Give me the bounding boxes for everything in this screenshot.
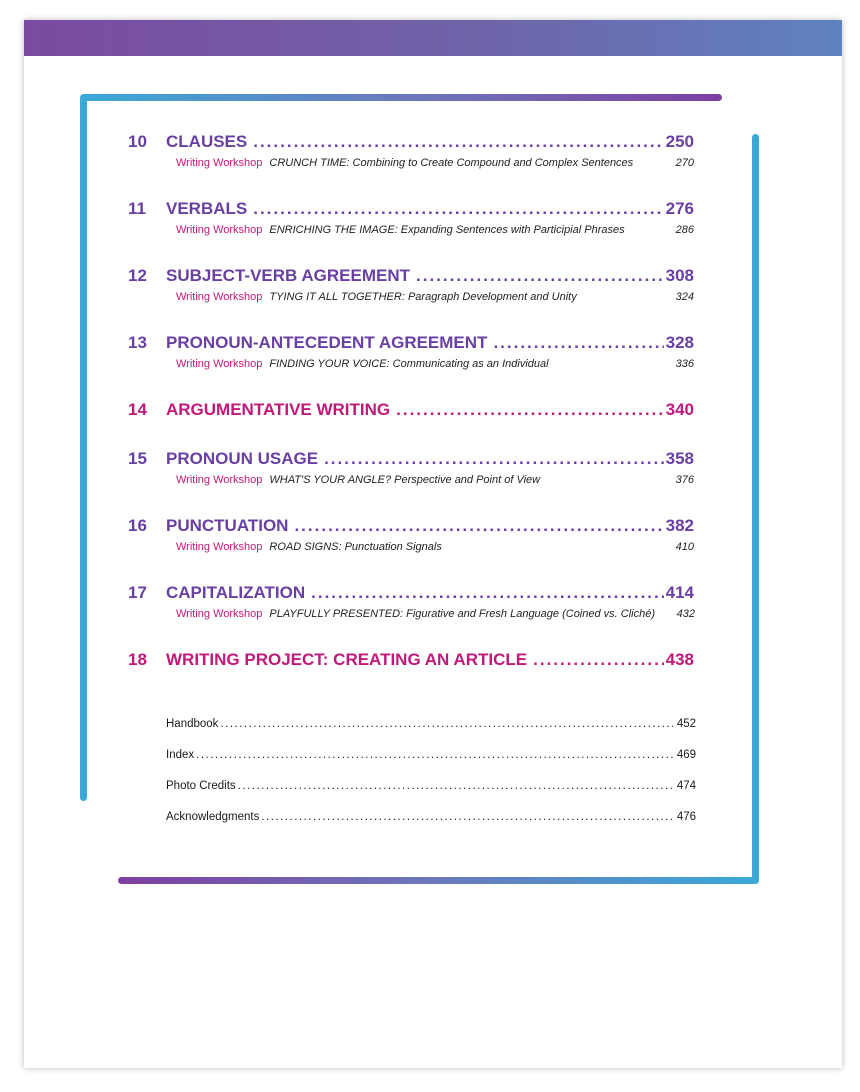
back-matter-label: Handbook bbox=[166, 718, 219, 730]
chapter-title: PRONOUN USAGE bbox=[166, 449, 319, 468]
table-of-contents bbox=[128, 132, 694, 699]
chapter-heading[interactable] bbox=[128, 266, 694, 288]
workshop-label: Writing Workshop bbox=[176, 608, 263, 620]
dot-leader bbox=[253, 199, 663, 219]
chapter-title: ARGUMENTATIVE WRITING bbox=[166, 400, 391, 419]
workshop-label: Writing Workshop bbox=[176, 358, 263, 370]
chapter-title: CLAUSES bbox=[166, 132, 248, 151]
writing-workshop-entry[interactable] bbox=[128, 608, 694, 624]
chapter-page-number: 328 bbox=[665, 333, 694, 352]
chapter-number: 14 bbox=[128, 400, 147, 419]
workshop-title: WHAT'S YOUR ANGLE? Perspective and Point of View bbox=[269, 474, 541, 486]
workshop-label: Writing Workshop bbox=[176, 157, 263, 169]
chapter-entry bbox=[128, 333, 694, 374]
chapter-heading[interactable] bbox=[128, 449, 694, 471]
chapter-page-number: 250 bbox=[665, 132, 694, 151]
back-matter-page-number: 474 bbox=[676, 780, 696, 792]
back-matter-entry[interactable] bbox=[166, 749, 696, 780]
dot-leader bbox=[416, 266, 664, 286]
back-matter-label: Acknowledgments bbox=[166, 811, 260, 823]
workshop-title: FINDING YOUR VOICE: Communicating as an Individual bbox=[269, 358, 549, 370]
chapter-heading[interactable] bbox=[128, 516, 694, 538]
chapter-number: 13 bbox=[128, 333, 147, 352]
back-matter-entry[interactable] bbox=[166, 811, 696, 842]
writing-workshop-entry[interactable] bbox=[128, 224, 694, 240]
workshop-page-number: 376 bbox=[675, 474, 694, 486]
writing-workshop-entry[interactable] bbox=[128, 358, 694, 374]
chapter-entry bbox=[128, 132, 694, 173]
workshop-label: Writing Workshop bbox=[176, 224, 263, 236]
chapter-title: PUNCTUATION bbox=[166, 516, 289, 535]
dot-leader bbox=[533, 650, 664, 670]
workshop-page-number: 410 bbox=[675, 541, 694, 553]
chapter-page-number: 438 bbox=[665, 650, 694, 669]
header-band bbox=[24, 20, 842, 56]
chapter-number: 12 bbox=[128, 266, 147, 285]
chapter-number: 11 bbox=[128, 199, 146, 218]
writing-workshop-entry[interactable] bbox=[128, 157, 694, 173]
chapter-number: 15 bbox=[128, 449, 147, 468]
dot-leader bbox=[253, 132, 663, 152]
dot-leader bbox=[196, 749, 673, 761]
workshop-title: PLAYFULLY PRESENTED: Figurative and Fresh Language (Coined vs. Cliché) bbox=[269, 608, 656, 620]
back-matter-list bbox=[166, 718, 696, 842]
frame-bottom-bar bbox=[118, 877, 758, 884]
chapter-page-number: 382 bbox=[665, 516, 694, 535]
dot-leader bbox=[396, 400, 663, 420]
workshop-title: ENRICHING THE IMAGE: Expanding Sentences with Participial Phrases bbox=[269, 224, 625, 236]
chapter-number: 18 bbox=[128, 650, 147, 669]
chapter-heading[interactable] bbox=[128, 583, 694, 605]
workshop-title: TYING IT ALL TOGETHER: Paragraph Development and Unity bbox=[269, 291, 577, 303]
back-matter-label: Photo Credits bbox=[166, 780, 236, 792]
dot-leader bbox=[493, 333, 663, 353]
workshop-page-number: 286 bbox=[675, 224, 694, 236]
back-matter-entry[interactable] bbox=[166, 718, 696, 749]
chapter-page-number: 340 bbox=[665, 400, 694, 419]
dot-leader bbox=[261, 811, 672, 823]
frame-left-bar bbox=[80, 96, 87, 801]
workshop-label: Writing Workshop bbox=[176, 291, 263, 303]
workshop-label: Writing Workshop bbox=[176, 474, 263, 486]
chapter-title: WRITING PROJECT: CREATING AN ARTICLE bbox=[166, 650, 528, 669]
chapter-page-number: 276 bbox=[665, 199, 694, 218]
chapter-heading[interactable] bbox=[128, 333, 694, 355]
chapter-entry bbox=[128, 583, 694, 624]
chapter-entry bbox=[128, 266, 694, 307]
chapter-entry bbox=[128, 650, 694, 672]
chapter-heading[interactable] bbox=[128, 400, 694, 422]
workshop-title: ROAD SIGNS: Punctuation Signals bbox=[269, 541, 442, 553]
chapter-page-number: 308 bbox=[665, 266, 694, 285]
chapter-number: 10 bbox=[128, 132, 147, 151]
back-matter-page-number: 476 bbox=[676, 811, 696, 823]
dot-leader bbox=[238, 780, 673, 792]
writing-workshop-entry[interactable] bbox=[128, 474, 694, 490]
chapter-number: 16 bbox=[128, 516, 147, 535]
workshop-page-number: 324 bbox=[675, 291, 694, 303]
chapter-heading[interactable] bbox=[128, 650, 694, 672]
back-matter-entry[interactable] bbox=[166, 780, 696, 811]
chapter-number: 17 bbox=[128, 583, 147, 602]
chapter-heading[interactable] bbox=[128, 199, 694, 221]
chapter-entry bbox=[128, 199, 694, 240]
dot-leader bbox=[324, 449, 664, 469]
back-matter-page-number: 452 bbox=[676, 718, 696, 730]
chapter-entry bbox=[128, 516, 694, 557]
chapter-entry bbox=[128, 400, 694, 422]
chapter-page-number: 414 bbox=[665, 583, 694, 602]
frame-right-bar bbox=[752, 134, 759, 884]
dot-leader bbox=[311, 583, 663, 603]
chapter-title: PRONOUN-ANTECEDENT AGREEMENT bbox=[166, 333, 488, 352]
chapter-heading[interactable] bbox=[128, 132, 694, 154]
workshop-page-number: 432 bbox=[676, 608, 696, 620]
dot-leader bbox=[294, 516, 663, 536]
dot-leader bbox=[220, 718, 672, 730]
workshop-page-number: 336 bbox=[675, 358, 694, 370]
chapter-page-number: 358 bbox=[665, 449, 694, 468]
workshop-page-number: 270 bbox=[675, 157, 694, 169]
back-matter-label: Index bbox=[166, 749, 195, 761]
chapter-title: VERBALS bbox=[166, 199, 248, 218]
workshop-title: CRUNCH TIME: Combining to Create Compound and Complex Sentences bbox=[269, 157, 634, 169]
chapter-entry bbox=[128, 449, 694, 490]
writing-workshop-entry[interactable] bbox=[128, 541, 694, 557]
writing-workshop-entry[interactable] bbox=[128, 291, 694, 307]
chapter-title: CAPITALIZATION bbox=[166, 583, 306, 602]
workshop-label: Writing Workshop bbox=[176, 541, 263, 553]
frame-top-bar bbox=[80, 94, 722, 101]
document-page bbox=[24, 20, 842, 1068]
chapter-title: SUBJECT-VERB AGREEMENT bbox=[166, 266, 411, 285]
back-matter-page-number: 469 bbox=[676, 749, 696, 761]
